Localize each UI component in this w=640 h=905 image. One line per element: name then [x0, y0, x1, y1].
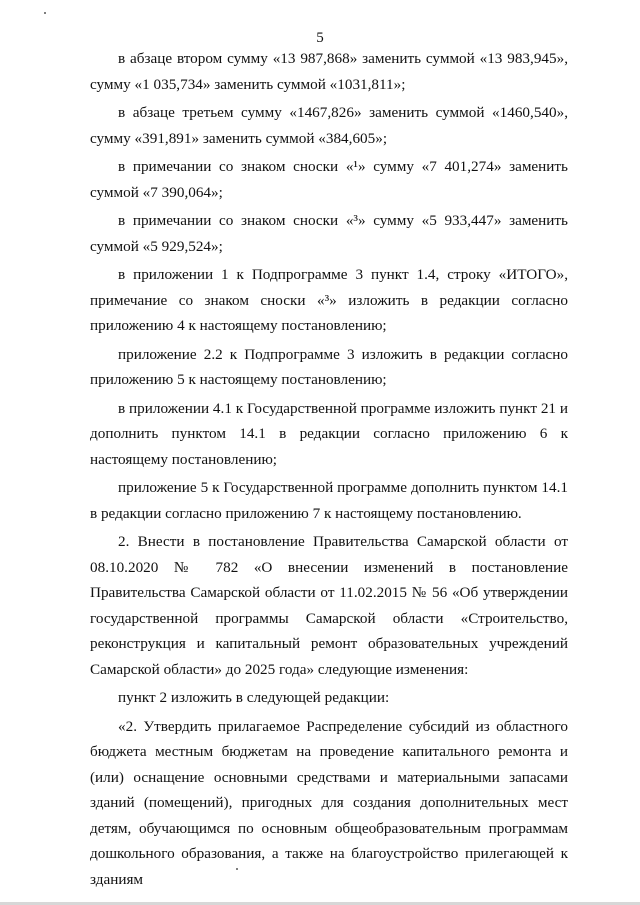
page-number: 5 — [316, 30, 324, 46]
paragraph-5: в приложении 1 к Подпрограмме 3 пункт 1.4, строку «ИТОГО», примечание со знаком сноски «³» изложить в редакции согласно приложению 4 к настоящему постановлению; — [90, 266, 568, 334]
paragraph-9: 2. Внести в постановление Правительства Самарской области от 08.10.2020 № 782 «О внесении изменений в постановление Правительства Самарской области от 11.02.2015 № 56 «Об утверждении государственной программы Самарской области «Строительство, реконструкция и капитальный ремонт образовательных учреждений Самарской области» до 2025 года» следующие изменения: — [90, 533, 568, 678]
scan-speck — [44, 12, 46, 14]
paragraph-11: «2. Утвердить прилагаемое Распределение субсидий из областного бюджета местным бюджетам на проведение капитального ремонта и (или) оснащение основными средствами и материальными запасами зданий (помещений), пригодных для создания дополнительных мест детям, обучающимся по основным общеобразовательным программам дошкольного образования, а также на благоустройство прилегающей к зданиям — [90, 717, 568, 888]
paragraph-4: в примечании со знаком сноски «³» сумму «5 933,447» заменить суммой «5 929,524»; — [90, 212, 568, 255]
document-body — [90, 46, 568, 892]
paragraph-6: приложение 2.2 к Подпрограмме 3 изложить в редакции согласно приложению 5 к настоящему постановлению; — [90, 345, 568, 388]
paragraph-2: в абзаце третьем сумму «1467,826» заменить суммой «1460,540», сумму «391,891» заменить суммой «384,605»; — [90, 104, 568, 147]
paragraph-3: в примечании со знаком сноски «¹» сумму «7 401,274» заменить суммой «7 390,064»; — [90, 158, 568, 201]
paragraph-10: пункт 2 изложить в следующей редакции: — [118, 689, 390, 706]
paragraph-7: в приложении 4.1 к Государственной программе изложить пункт 21 и дополнить пунктом 14.1 в редакции согласно приложению 6 к настоящему постановлению; — [90, 399, 568, 468]
scan-speck — [236, 868, 238, 870]
paragraph-1: в абзаце втором сумму «13 987,868» заменить суммой «13 983,945», сумму «1 035,734» заменить суммой «1031,811»; — [90, 50, 568, 93]
paragraph-8: приложение 5 к Государственной программе дополнить пунктом 14.1 в редакции согласно приложению 7 к настоящему постановлению. — [90, 479, 568, 522]
